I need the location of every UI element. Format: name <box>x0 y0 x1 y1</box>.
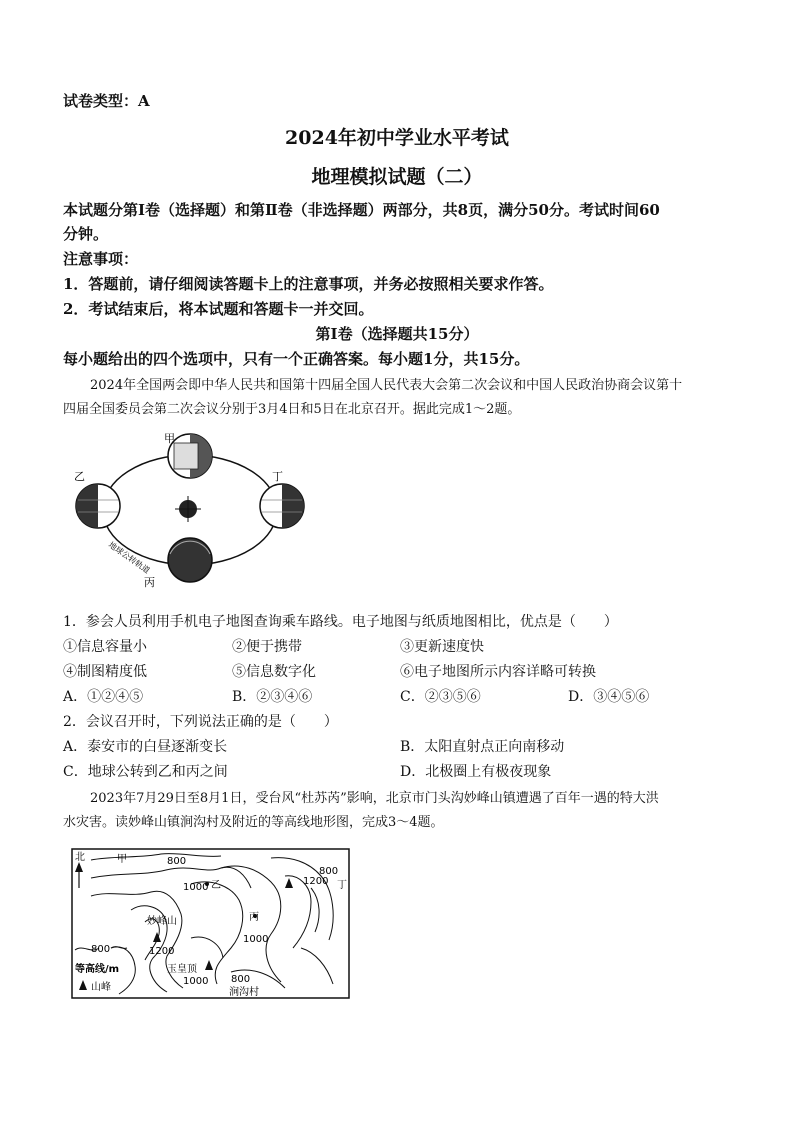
orbit-label: 地球公转轨道 <box>106 540 152 576</box>
q1-option-c[interactable]: C．②③⑤⑥ <box>400 689 481 705</box>
q1-option-b[interactable]: B．②③④⑥ <box>232 689 313 705</box>
notes-heading: 注意事项： <box>63 250 139 268</box>
q2-stem: 2．会议召开时，下列说法正确的是（ ） <box>63 714 338 730</box>
peak-label-yuhuang: 玉皇顶 <box>167 964 197 975</box>
label-bing: 丙 <box>249 912 259 923</box>
earth-yi <box>76 484 120 528</box>
q1-statement-4: ④制图精度低 <box>63 664 147 680</box>
label-yi: 乙 <box>74 470 85 483</box>
village-label: 涧沟村 <box>229 987 259 998</box>
legend-peak-label: 山峰 <box>91 982 111 993</box>
legend-value: 800 <box>91 944 111 955</box>
label-jia: 甲 <box>164 432 175 445</box>
label-ding: 丁 <box>272 470 283 483</box>
intro-line-1: 本试题分第Ⅰ卷（选择题）和第Ⅱ卷（非选择题）两部分，共8页，满分50分。考试时间60 <box>63 201 660 219</box>
north-label: 北 <box>75 852 85 863</box>
contour-label-1000b: 1000 <box>243 934 269 945</box>
note-1: 1．答题前，请仔细阅读答题卡上的注意事项，并务必按照相关要求作答。 <box>63 275 554 293</box>
contour-label-1000a: 1000 <box>183 882 209 893</box>
q1-statement-3: ③更新速度快 <box>400 639 484 655</box>
q1-option-a[interactable]: A．①②④⑤ <box>63 689 144 705</box>
q1-stem: 1．参会人员利用手机电子地图查询乘车路线。电子地图与纸质地图相比，优点是（ ） <box>63 614 618 630</box>
passage-2-line-2: 水灾害。读妙峰山镇涧沟村及附近的等高线地形图，完成3～4题。 <box>63 815 444 830</box>
passage-1-line-2: 四届全国委员会第二次会议分别于3月4日和5日在北京召开。据此完成1～2题。 <box>63 402 521 417</box>
intro-line-2: 分钟。 <box>63 225 109 243</box>
contour-label-800c: 800 <box>231 974 251 985</box>
note-2: 2．考试结束后，将本试题和答题卡一并交回。 <box>63 300 374 318</box>
legend-contour-label: 等高线/m <box>75 964 120 975</box>
contour-label-1200b: 1200 <box>303 876 329 887</box>
exam-title: 2024年初中学业水平考试 <box>285 127 509 149</box>
section-1-heading: 第Ⅰ卷（选择题共15分） <box>315 325 479 343</box>
contour-label-1200a: 1200 <box>149 946 175 957</box>
contour-map-figure <box>71 848 351 1000</box>
section-1-instruction: 每小题给出的四个选项中，只有一个正确答案。每小题1分，共15分。 <box>63 350 530 368</box>
passage-2-line-1: 2023年7月29日至8月1日，受台风“杜苏芮”影响，北京市门头沟妙峰山镇遭遇了百年一遇的特大洪 <box>90 791 659 806</box>
paper-type-label: 试卷类型：A <box>63 92 150 110</box>
q1-statement-1: ①信息容量小 <box>63 639 147 655</box>
q2-option-b[interactable]: B．太阳直射点正向南移动 <box>400 739 565 755</box>
peak-label-miaofeng: 妙峰山 <box>147 916 177 927</box>
earth-bing <box>168 538 212 582</box>
q2-option-d[interactable]: D．北极圈上有极夜现象 <box>400 764 552 780</box>
contour-label-800b: 800 <box>319 866 339 877</box>
q2-option-a[interactable]: A．泰安市的白昼逐渐变长 <box>63 739 228 755</box>
earth-ding <box>260 484 304 528</box>
q1-statement-5: ⑤信息数字化 <box>232 664 316 680</box>
passage-1-line-1: 2024年全国两会即中华人民共和国第十四届全国人民代表大会第二次会议和中国人民政治协商会议第十 <box>90 378 683 393</box>
label-jia: 甲 <box>117 854 127 865</box>
contour-label-1000c: 1000 <box>183 976 209 987</box>
exam-subtitle: 地理模拟试题（二） <box>311 166 483 188</box>
label-ding: 丁 <box>337 880 347 891</box>
earth-orbit-figure <box>70 428 310 588</box>
q1-statement-6: ⑥电子地图所示内容详略可转换 <box>400 664 596 680</box>
q1-statement-2: ②便于携带 <box>232 639 302 655</box>
label-yi: 乙 <box>211 880 221 891</box>
contour-label-800a: 800 <box>167 856 187 867</box>
q1-option-d[interactable]: D．③④⑤⑥ <box>568 689 650 705</box>
contour-map-svg <box>71 848 351 1000</box>
q2-option-c[interactable]: C．地球公转到乙和丙之间 <box>63 764 228 780</box>
earth-orbit-svg <box>70 428 310 588</box>
label-bing: 丙 <box>144 576 155 588</box>
